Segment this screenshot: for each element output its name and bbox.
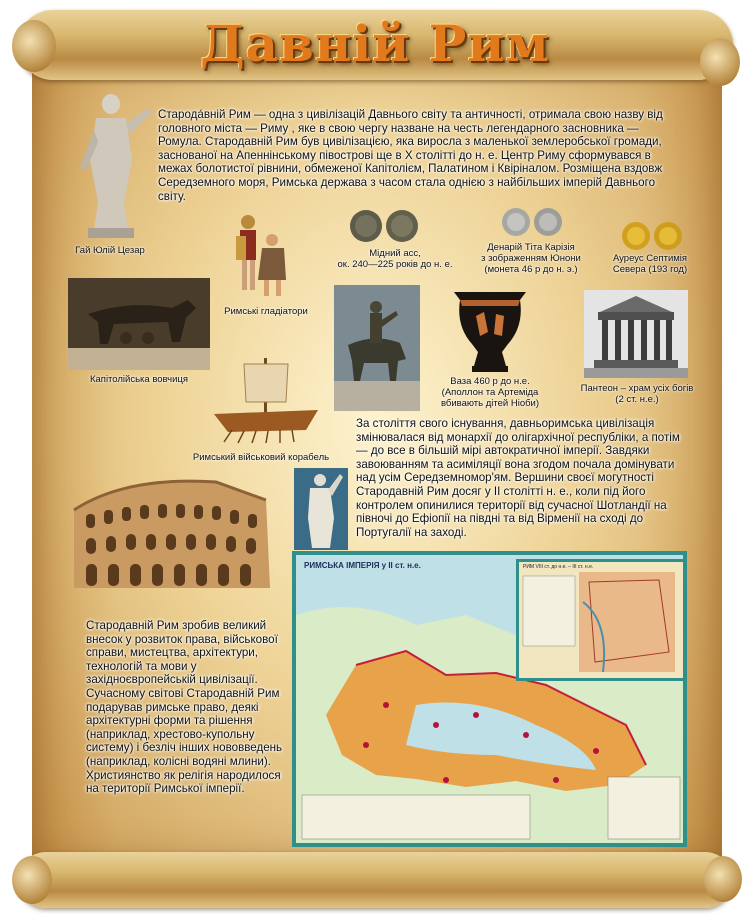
map-title: РИМСЬКА ІМПЕРІЯ у ІІ ст. н.е.	[304, 561, 421, 570]
greek-vase-image	[450, 286, 530, 374]
inset-map-title: РИМ VIII ст. до н.е. – ІІІ ст. н.е.	[523, 564, 594, 570]
capitoline-wolf-image	[68, 278, 210, 370]
intro-text: Стародáвній Рим — одна з цивілізацій Давнього світу та античності, отримала свою назву від головного міста — Риму , яке в свою чергу назване на честь легендарного засновника — Ромула. Стародавній Рим був цивілізацією, яка виросла з маленької землеробської громади, заснованої на Апеннінському півострові ще в X столітті до н. е. Центр Риму сформувався в межах болотистої рівнини, обмеженої Капітолієм, Палатином і Квіріналом. Розміщена вздовж Середземного моря, Римська держава з часом стала однією з найбільших імперій Давнього світу.	[158, 108, 663, 203]
scroll-bottom-roll	[18, 852, 733, 908]
roman-warship-image	[210, 352, 322, 446]
aureus-coins-image	[620, 220, 684, 252]
pantheon-image	[584, 290, 688, 378]
denarius-caption: Денарій Тіта Карізія з зображенням Юнони (монета 46 р до н. э.)	[481, 242, 581, 275]
scroll-bottom-left-end	[12, 856, 52, 904]
scroll-bottom-right-end	[704, 856, 742, 902]
caesar-caption: Гай Юлій Цезар	[75, 245, 145, 256]
map-body	[296, 555, 683, 843]
page-title: Давній Рим	[200, 14, 550, 73]
colosseum-image	[66, 470, 278, 592]
gladiators-caption: Римські гладіатори	[224, 306, 308, 317]
equestrian-statue-image	[334, 285, 420, 411]
legacy-text: Стародавній Рим зробив великий внесок у розвиток права, військової справи, мистецтва, архітектури, технологій та мови у західноєвропейській цивілізації. Сучасному світові Стародавній Рим подарував римське право, деякі архітектурні форми та рішення (наприклад, хрестово-купольну систему) і безліч інших нововведень (наприклад, колісні водяні млини). Християнство як релігія народилося на території Римської імперії.	[86, 619, 283, 796]
pantheon-caption: Пантеон – храм усіх богів (2 ст. н.е.)	[580, 383, 694, 405]
copper-as-caption: Мідний асс, ок. 240—225 років до н. е.	[337, 248, 453, 270]
aureus-caption: Ауреус Септимія Севера (193 год)	[612, 253, 688, 275]
augustus-statue-image	[294, 468, 348, 550]
copper-as-coins-image	[348, 208, 422, 244]
history-text: За століття свого існування, давньоримська цивілізація змінювалася від монархії до олігархічної республіки, а потім — до все в більшій мірі автократичної імперії. Завдяки завоюванням та асиміляції вона згодом почала домінувати над усім Середземномор'ям. Вершини своєї могутності Стародавній Рим досяг у II столітті н. е., коли під його контролем опинилися території від сучасної Шотландії на півночі до Ефіопії на півдні та від Вірменії на сході до Португалії на заході.	[356, 417, 680, 539]
warship-caption: Римський військовий корабель	[192, 452, 330, 463]
rome-city-inset-map	[516, 559, 683, 681]
gladiators-image	[228, 210, 290, 302]
roman-empire-map	[292, 551, 687, 847]
vase-caption: Ваза 460 р до н.е. (Аполлон та Артеміда вбивають дітей Ніоби)	[440, 376, 540, 409]
caesar-statue-image	[66, 90, 156, 240]
denarius-coins-image	[500, 206, 564, 238]
capitoline-wolf-caption: Капітолійська вовчиця	[89, 374, 189, 385]
